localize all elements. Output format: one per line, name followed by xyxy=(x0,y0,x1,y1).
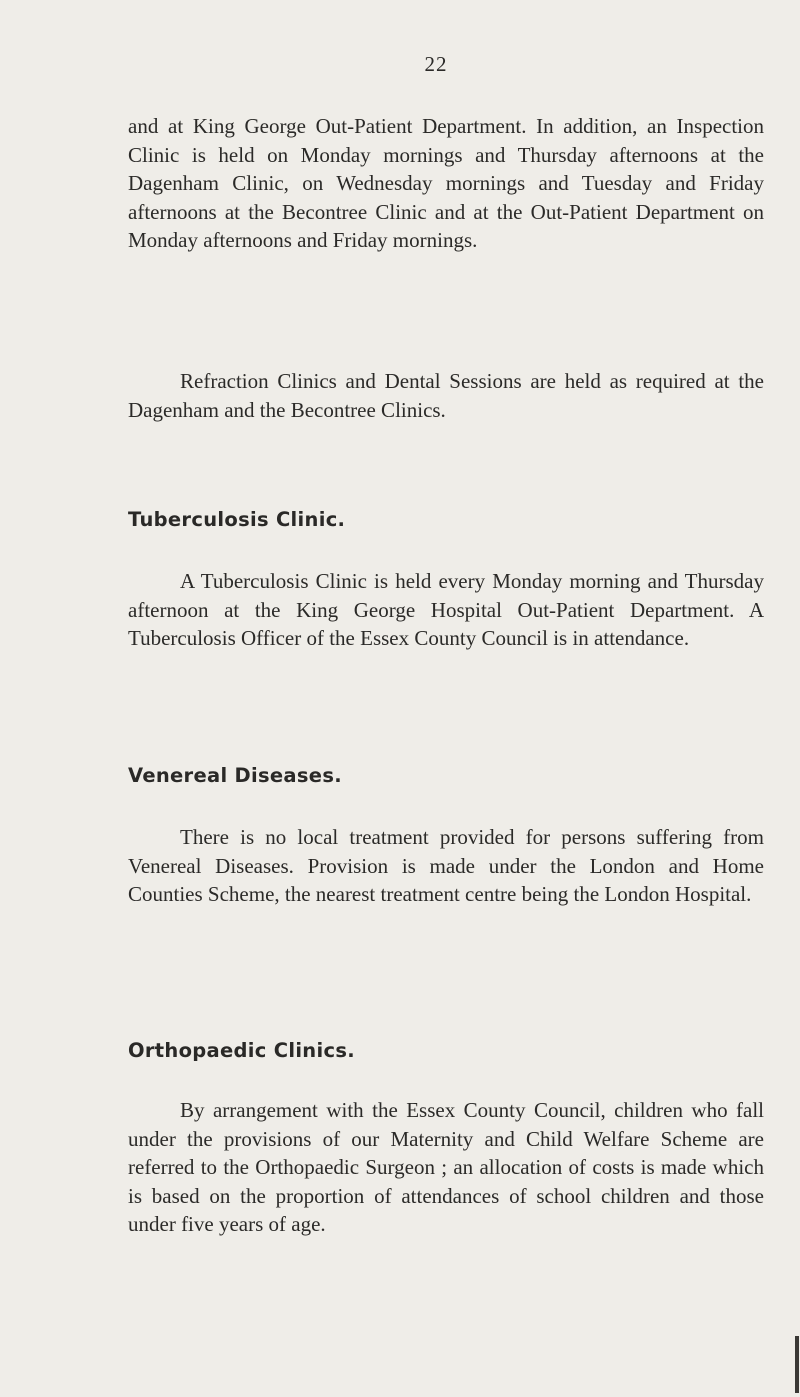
refraction-paragraph: Refraction Clinics and Dental Sessions are held as required at the Dagenham and the Becontree Clinics. xyxy=(128,369,764,422)
venereal-heading: Venereal Diseases. xyxy=(128,764,342,787)
tuberculosis-paragraph: A Tuberculosis Clinic is held every Monday morning and Thursday afternoon at the King George Hospital Out-Patient Department. A Tuberculosis Officer of the Essex County Council is in attendance. xyxy=(128,569,764,651)
venereal-paragraph: There is no local treatment provided for persons suffering from Venereal Diseases. Provision is made under the London and Home Counties Scheme, the nearest treatment centre being the London Hospital. xyxy=(128,825,764,907)
page-edge-mark xyxy=(795,1336,799,1393)
tuberculosis-heading: Tuberculosis Clinic. xyxy=(128,508,346,531)
orthopaedic-paragraph: By arrangement with the Essex County Council, children who fall under the provisions of our Maternity and Child Welfare Scheme are referred to the Orthopaedic Surgeon ; an allocation of costs is made which is based on the proportion of attendances of school children and those under five years of age. xyxy=(128,1098,764,1237)
page-number: 22 xyxy=(424,52,448,76)
orthopaedic-heading: Orthopaedic Clinics. xyxy=(128,1039,355,1062)
intro-paragraph: and at King George Out-Patient Department. In addition, an Inspection Clinic is held on Monday mornings and Thursday afternoons at the Dagenham Clinic, on Wednesday mornings and Tuesday and Friday afternoons at the Becontree Clinic and at the Out-Patient Department on Monday afternoons and Friday mornings. xyxy=(128,114,764,253)
